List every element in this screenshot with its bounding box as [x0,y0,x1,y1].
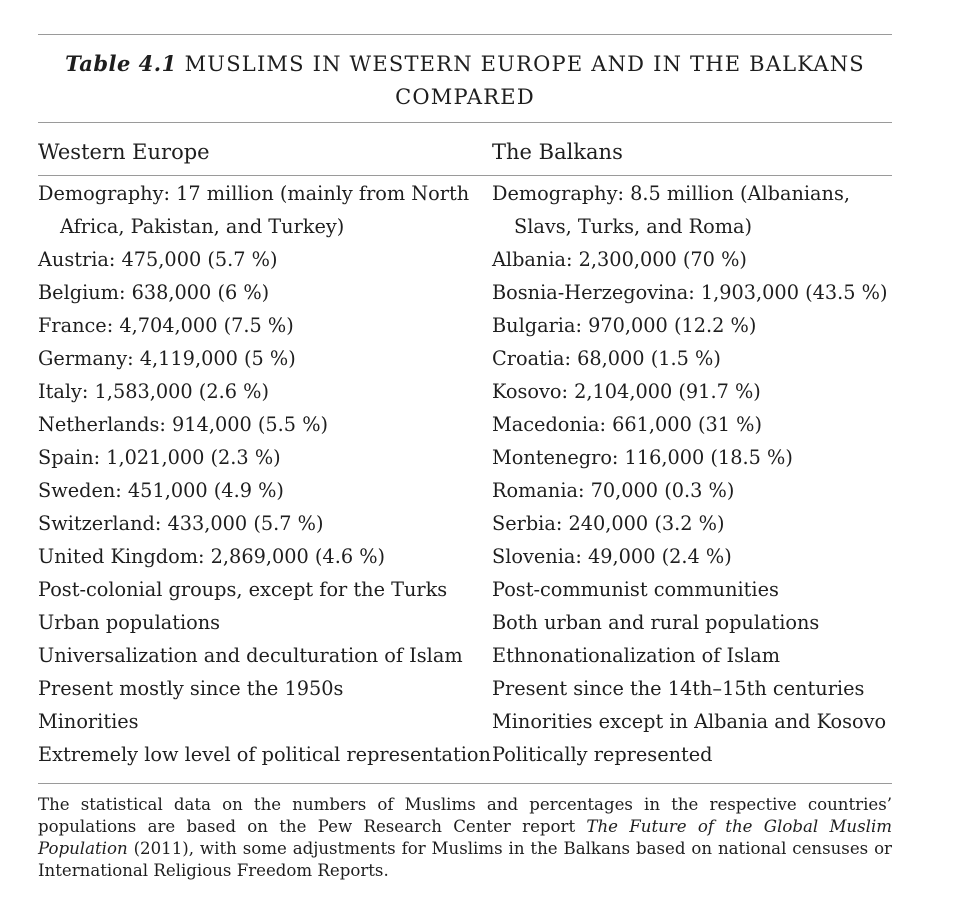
table-cell-balkans: Demography: 8.5 million (Albanians, Slavs, Turks, and Roma) [492,182,850,238]
table-cell-western-europe: Sweden: 451,000 (4.9 %) [38,479,284,502]
table-note [38,794,892,882]
table-cell-balkans: Post-communist communities [492,578,779,601]
table-cell-western-europe: Present mostly since the 1950s [38,677,344,700]
table-cell-western-europe: Post-colonial groups, except for the Turks [38,578,448,601]
note-text-before: The statistical data on the numbers of Muslims and percentages in the respective countries’ populations are based on the Pew Research Center report [38,795,892,836]
table-cell-western-europe: Urban populations [38,611,221,634]
note-report-title: The Future of the Global Muslim Population [38,817,892,858]
table-cell-balkans: Croatia: 68,000 (1.5 %) [492,347,721,370]
table-cell-balkans: Slovenia: 49,000 (2.4 %) [492,545,732,568]
table-cell-western-europe: United Kingdom: 2,869,000 (4.6 %) [38,545,386,568]
table-cell-balkans: Ethnonationalization of Islam [492,644,781,667]
column-balkans [492,177,892,771]
table-cell-western-europe: Austria: 475,000 (5.7 %) [38,248,278,271]
bottom-rule [38,783,892,784]
table-cell-western-europe: Extremely low level of political representation [38,743,491,766]
table-cell-western-europe: France: 4,704,000 (7.5 %) [38,314,294,337]
table-title-line1: MUSLIMS IN WESTERN EUROPE AND IN THE BALKANS [184,52,865,76]
table-cell-balkans: Present since the 14th–15th centuries [492,677,865,700]
table-cell-balkans: Albania: 2,300,000 (70 %) [492,248,747,271]
table-cell-western-europe: Netherlands: 914,000 (5.5 %) [38,413,329,436]
table-title-line2: COMPARED [395,85,535,109]
table-cell-balkans: Both urban and rural populations [492,611,820,634]
table-cell-western-europe: Belgium: 638,000 (6 %) [38,281,270,304]
table-cell-balkans: Bosnia-Herzegovina: 1,903,000 (43.5 %) [492,281,888,304]
column-header-balkans: The Balkans [492,140,623,164]
header-rule [38,175,892,176]
table-cell-western-europe: Germany: 4,119,000 (5 %) [38,347,296,370]
table-cell-balkans: Minorities except in Albania and Kosovo [492,710,887,733]
table-cell-balkans: Kosovo: 2,104,000 (91.7 %) [492,380,761,403]
table-cell-balkans: Serbia: 240,000 (3.2 %) [492,512,725,535]
table-cell-western-europe: Switzerland: 433,000 (5.7 %) [38,512,324,535]
table-cell-balkans: Montenegro: 116,000 (18.5 %) [492,446,793,469]
table-cell-balkans: Romania: 70,000 (0.3 %) [492,479,735,502]
table-caption [38,47,892,114]
table-cell-western-europe: Demography: 17 million (mainly from North Africa, Pakistan, and Turkey) [38,182,470,238]
table-cell-balkans: Politically represented [492,743,713,766]
table-cell-western-europe: Spain: 1,021,000 (2.3 %) [38,446,281,469]
table-cell-western-europe: Minorities [38,710,139,733]
table-cell-balkans: Macedonia: 661,000 (31 %) [492,413,762,436]
table-cell-western-europe: Italy: 1,583,000 (2.6 %) [38,380,269,403]
table-label: Table 4.1 [65,51,177,76]
table-cell-western-europe: Universalization and deculturation of Islam [38,644,463,667]
table-cell-balkans: Bulgaria: 970,000 (12.2 %) [492,314,757,337]
column-western-europe [38,177,491,771]
column-header-western-europe: Western Europe [38,140,210,164]
note-text-after: (2011), with some adjustments for Muslims in the Balkans based on national censuses or International Religious Freedom Reports. [38,839,892,880]
top-rule [38,34,892,35]
caption-rule [38,122,892,123]
